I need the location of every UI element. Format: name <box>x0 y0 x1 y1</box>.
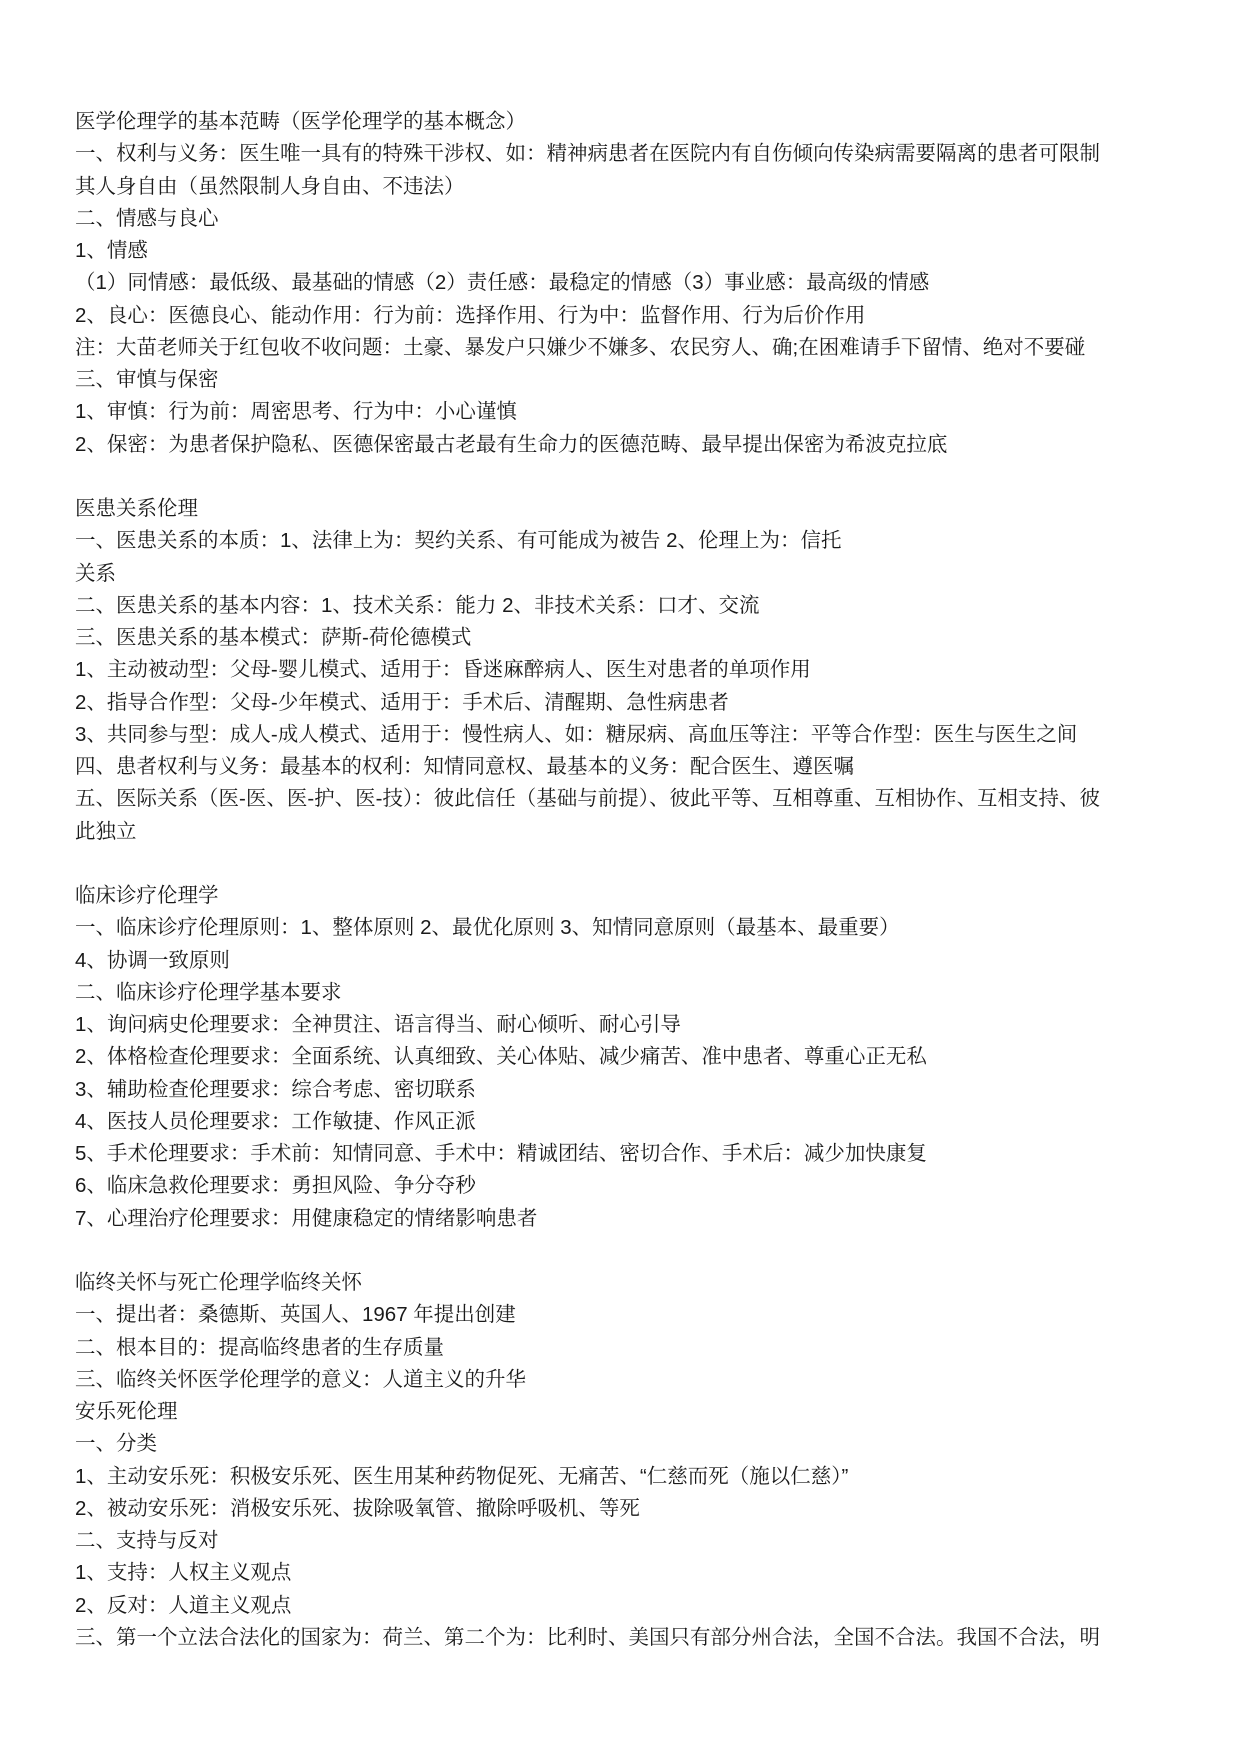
text-line: 3、辅助检查伦理要求：综合考虑、密切联系 <box>75 1077 476 1101</box>
text-line: 2、反对：人道主义观点 <box>75 1593 292 1617</box>
text-line: 三、临终关怀医学伦理学的意义：人道主义的升华 <box>75 1367 526 1391</box>
text-line: 3、共同参与型：成人-成人模式、适用于：慢性病人、如：糖尿病、高血压等注：平等合作型：医生与医生之间 <box>75 722 1078 746</box>
section-heading: 临床诊疗伦理学 <box>75 884 219 907</box>
text-line: 二、根本目的：提高临终患者的生存质量 <box>75 1335 444 1359</box>
text-line: 一、分类 <box>75 1432 157 1456</box>
text-line: 6、临床急救伦理要求：勇担风险、争分夺秒 <box>75 1174 476 1198</box>
text-line: 其人身自由（虽然限制人身自由、不违法） <box>75 174 465 198</box>
text-line: 1、审慎：行为前：周密思考、行为中：小心谨慎 <box>75 400 517 424</box>
text-line: 五、医际关系（医-医、医-护、医-技）：彼此信任（基础与前提）、彼此平等、互相尊重、互相协作、互相支持、彼 <box>75 787 1100 811</box>
text-line: 1、询问病史伦理要求：全神贯注、语言得当、耐心倾听、耐心引导 <box>75 1013 681 1036</box>
section-basic-categories <box>75 106 1185 461</box>
text-line: 一、临床诊疗伦理原则：1、整体原则 2、最优化原则 3、知情同意原则（最基本、最重要） <box>75 916 900 940</box>
section-heading: 临终关怀与死亡伦理学临终关怀 <box>75 1271 362 1294</box>
text-line: 7、心理治疗伦理要求：用健康稳定的情绪影响患者 <box>75 1206 538 1230</box>
text-line: 2、被动安乐死：消极安乐死、拔除吸氧管、撤除呼吸机、等死 <box>75 1496 640 1520</box>
section-doctor-patient-relations <box>75 493 1185 848</box>
text-line: 二、情感与良心 <box>75 206 219 230</box>
text-line: 三、第一个立法合法化的国家为：荷兰、第二个为：比利时、美国只有部分州合法，全国不合法。我国不合法，明 <box>75 1625 1100 1649</box>
text-line: 四、患者权利与义务：最基本的权利：知情同意权、最基本的义务：配合医生、遵医嘱 <box>75 755 854 778</box>
text-line: 注：大苗老师关于红包收不收问题：土豪、暴发户只嫌少不嫌多、农民穷人、确;在困难请手下留情、绝对不要碰 <box>75 335 1086 359</box>
text-line: 三、医患关系的基本模式：萨斯-荷伦德模式 <box>75 626 472 649</box>
section-euthanasia-ethics <box>75 1396 1185 1654</box>
text-line: 一、权利与义务：医生唯一具有的特殊干涉权、如：精神病患者在医院内有自伤倾向传染病需要隔离的患者可限制 <box>75 142 1100 166</box>
text-line: 此独立 <box>75 819 137 843</box>
text-line: 二、医患关系的基本内容：1、技术关系：能力 2、非技术关系：口才、交流 <box>75 593 760 617</box>
document-body <box>75 106 1185 1654</box>
text-line: 二、临床诊疗伦理学基本要求 <box>75 980 342 1004</box>
text-line: 一、提出者：桑德斯、英国人、1967 年提出创建 <box>75 1303 516 1327</box>
section-heading: 安乐死伦理 <box>75 1400 178 1423</box>
text-line: 一、医患关系的本质：1、法律上为：契约关系、有可能成为被告 2、伦理上为：信托 <box>75 529 842 553</box>
text-line: 2、体格检查伦理要求：全面系统、认真细致、关心体贴、减少痛苦、准中患者、尊重心正无私 <box>75 1045 927 1069</box>
text-line: 4、医技人员伦理要求：工作敏捷、作风正派 <box>75 1109 476 1133</box>
text-line: 1、主动被动型：父母-婴儿模式、适用于：昏迷麻醉病人、医生对患者的单项作用 <box>75 658 811 682</box>
text-line: 2、保密：为患者保护隐私、医德保密最古老最有生命力的医德范畴、最早提出保密为希波克拉底 <box>75 432 948 456</box>
section-hospice-care <box>75 1267 1185 1396</box>
text-line: 5、手术伦理要求：手术前：知情同意、手术中：精诚团结、密切合作、手术后：减少加快康复 <box>75 1142 927 1165</box>
text-line: 1、支持：人权主义观点 <box>75 1561 292 1585</box>
text-line: 1、情感 <box>75 239 148 262</box>
text-line: 2、良心：医德良心、能动作用：行为前：选择作用、行为中：监督作用、行为后价作用 <box>75 303 866 327</box>
text-line: 三、审慎与保密 <box>75 368 219 391</box>
section-heading: 医患关系伦理 <box>75 497 198 520</box>
section-heading: 医学伦理学的基本范畴（医学伦理学的基本概念） <box>75 110 526 133</box>
text-line: 二、支持与反对 <box>75 1529 219 1552</box>
text-line: 2、指导合作型：父母-少年模式、适用于：手术后、清醒期、急性病患者 <box>75 690 729 714</box>
section-clinical-ethics <box>75 880 1185 1235</box>
text-line: 4、协调一致原则 <box>75 948 230 972</box>
text-line: 1、主动安乐死：积极安乐死、医生用某种药物促死、无痛苦、“仁慈而死（施以仁慈）” <box>75 1464 849 1488</box>
text-line: 关系 <box>75 561 116 585</box>
text-line: （1）同情感：最低级、最基础的情感（2）责任感：最稳定的情感（3）事业感：最高级的情感 <box>75 271 930 295</box>
